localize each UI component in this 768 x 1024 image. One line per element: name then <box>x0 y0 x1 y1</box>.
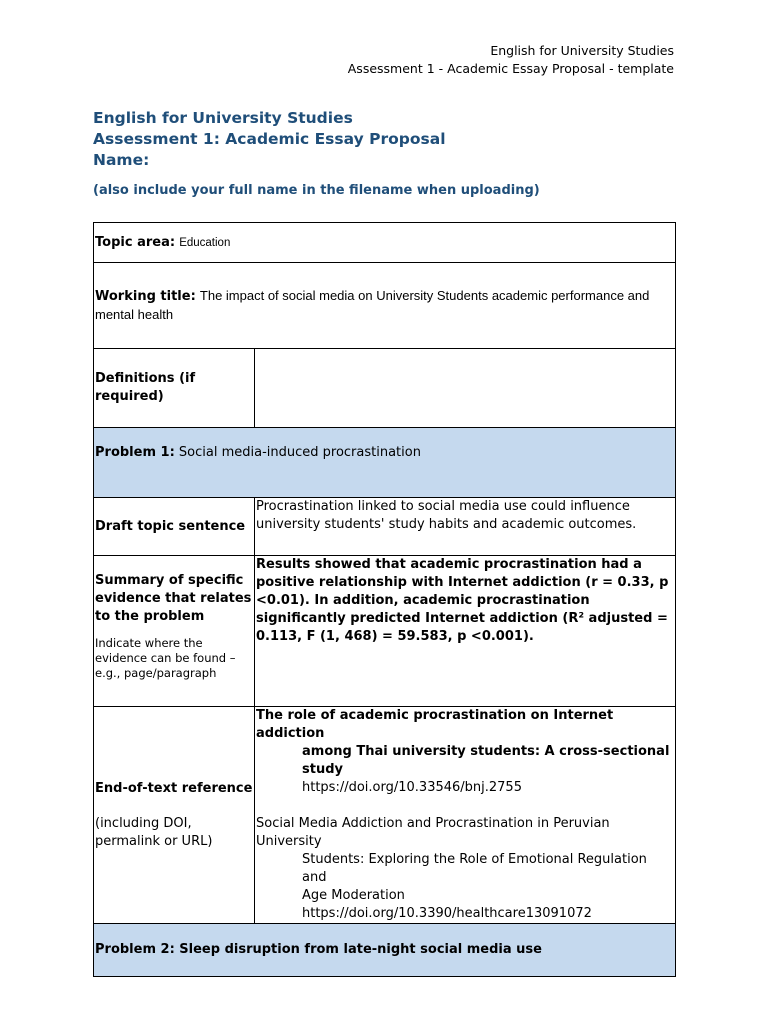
assessment-title: Assessment 1: Academic Essay Proposal <box>93 130 446 148</box>
summary-row <box>94 556 676 707</box>
proposal-table <box>93 222 676 977</box>
summary-label: Summary of specific evidence that relates to the problem <box>95 573 252 624</box>
problem1-value: Social media-induced procrastination <box>178 445 421 460</box>
page-header-course: English for University Studies <box>490 43 674 58</box>
reference-1-title-a: The role of academic procrastination on Internet addiction <box>256 708 614 741</box>
course-title: English for University Studies <box>93 109 353 127</box>
working-title-label: Working title: <box>95 288 196 304</box>
topic-area-value: Education <box>179 236 231 249</box>
problem1-row <box>94 428 676 498</box>
definitions-value[interactable] <box>255 349 676 428</box>
name-label: Name: <box>93 151 150 169</box>
working-title-row <box>94 263 676 349</box>
reference-2-title-a: Social Media Addiction and Procrastination in Peruvian University <box>256 816 610 849</box>
working-title-cell[interactable] <box>94 263 676 349</box>
definitions-label: Definitions (if required) <box>94 349 255 428</box>
reference-2 <box>256 815 674 923</box>
reference-1-title-b: among Thai university students: A cross-sectional study <box>302 744 670 777</box>
reference-label: End-of-text reference <box>95 780 253 796</box>
reference-label-cell <box>94 707 255 924</box>
topic-area-label: Topic area: <box>95 234 176 250</box>
reference-1 <box>256 707 674 797</box>
definitions-row <box>94 349 676 428</box>
problem1-label: Problem 1: <box>95 445 175 460</box>
reference-value-cell[interactable] <box>255 707 676 924</box>
summary-note: Indicate where the evidence can be found – e.g., page/paragraph <box>95 636 236 680</box>
draft-topic-row <box>94 498 676 556</box>
reference-2-title-b: Students: Exploring the Role of Emotional Regulation and <box>302 852 647 885</box>
reference-2-doi[interactable]: https://doi.org/10.3390/healthcare13091072 <box>302 906 592 921</box>
filename-note: (also include your full name in the filename when uploading) <box>93 183 540 198</box>
draft-topic-value[interactable]: Procrastination linked to social media use could influence university students' study habits and academic outcomes. <box>255 498 676 556</box>
reference-1-doi[interactable]: https://doi.org/10.33546/bnj.2755 <box>302 780 522 795</box>
summary-label-cell <box>94 556 255 707</box>
problem1-cell[interactable] <box>94 428 676 498</box>
reference-2-title-c: Age Moderation <box>302 888 405 903</box>
problem2-row <box>94 924 676 977</box>
page-header-assessment: Assessment 1 - Academic Essay Proposal - template <box>347 61 674 76</box>
reference-row <box>94 707 676 924</box>
summary-value[interactable]: Results showed that academic procrastination had a positive relationship with Internet addiction (r = 0.33, p <0.01). In addition, academic procrastination significantly predicted Internet addiction (R² adjusted = 0.113, F (1, 468) = 59.583, p <0.001). <box>255 556 676 707</box>
working-title-value: The impact of social media on University Students academic performance and mental health <box>95 287 650 322</box>
reference-note: (including DOI, permalink or URL) <box>95 815 213 849</box>
page-header <box>348 42 674 78</box>
topic-area-row <box>94 223 676 263</box>
problem2-label[interactable]: Problem 2: Sleep disruption from late-night social media use <box>94 924 676 977</box>
document-heading <box>93 108 446 171</box>
draft-topic-label: Draft topic sentence <box>94 498 255 556</box>
topic-area-cell[interactable] <box>94 223 676 263</box>
